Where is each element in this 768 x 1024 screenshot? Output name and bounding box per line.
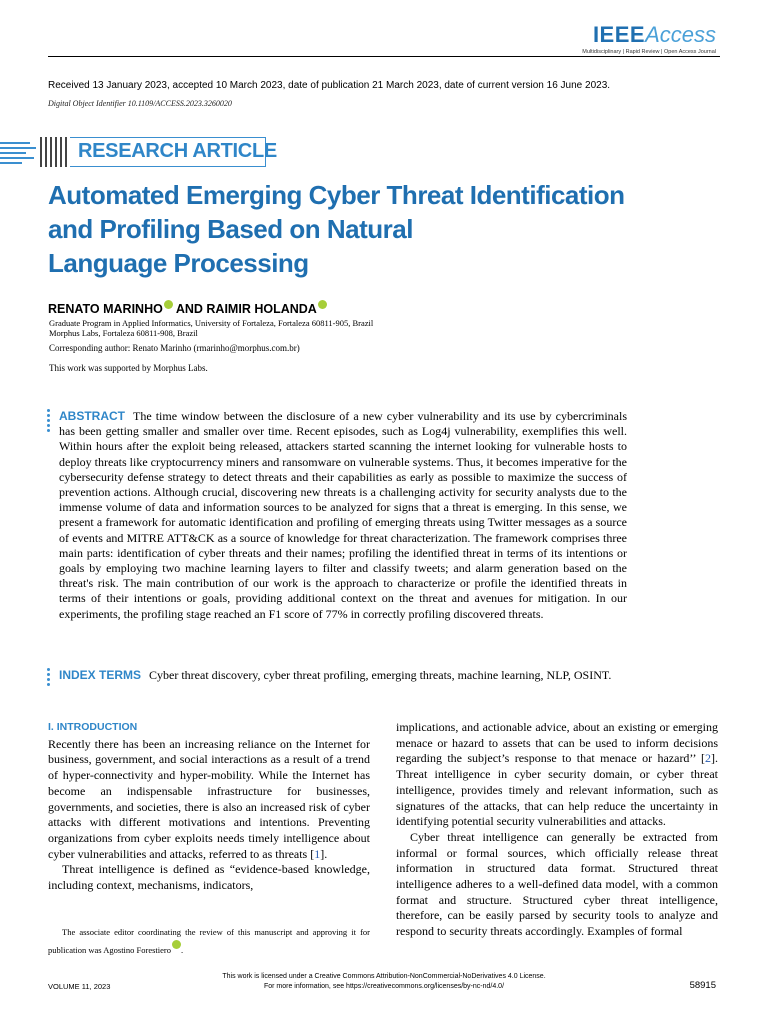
- abstract-text: The time window between the disclosure of a new cyber vulnerability and its use by cybercriminals has been getting smaller and smaller over time. Recent episodes, such as Log4j vulnerability, exemplifies this well. Within hours after the exploit being released, attackers started scanning the internet looking for vulnerable hosts to deploy threats like cryptocurrency miners and ransomware on vulnerable systems. Thus, it becomes imperative for the cybersecurity defense strategy to detect threats and their capabilities as early as possible to maximize the success of prevention actions. Although crucial, discovering new threats is a challenging activity for security analysts due to the immense volume of data and information sources to be analyzed for signs that a threat is emerging. In this sense, we present a framework for automatic identification and profiling of emerging threats using Twitter messages as a source of events and MITRE ATT&CK as a source of knowledge for threat characterization. The framework comprises three main parts: identification of cyber threats and their names; profiling the identified threat in terms of its intentions or goals by employing two machine learning layers to filter and classify tweets; and alarm generation based on the threat's risk. The main contribution of our work is the approach to characterize or profile the identified threats in terms of their intentions or goals, providing additional context on the threat and avenues for mitigation. In our experiments, the profiling stage reached an F1 score of 77% in correctly profiling discovered threats.: [59, 409, 627, 621]
- body-column-right: [396, 720, 718, 940]
- affiliation: Morphus Labs, Fortaleza 60811-908, Brazil: [49, 328, 198, 338]
- paragraph: Recently there has been an increasing reliance on the Internet for business, government, and social interactions as a result of a trend of hyper-connectivity and hyper-mobility. While the Internet has become an indispensable infrastructure for businesses, governments, and societies, there is also an increased risk of cyber attacks with different motivations and intentions. Preventing organizations from cyber exploits needs timely intelligence about cyber vulnerabilities and attacks, referred to as threats [1].: [48, 736, 370, 861]
- journal-logo: [582, 22, 716, 55]
- affiliation: Graduate Program in Applied Informatics, University of Fortaleza, Fortaleza 60811-905, Brazil: [49, 318, 374, 328]
- orcid-icon[interactable]: [164, 300, 173, 309]
- license-notice: [150, 972, 618, 992]
- orcid-icon[interactable]: [172, 940, 181, 949]
- title-line: and Profiling Based on Natural: [48, 214, 413, 244]
- logo-access: Access: [645, 22, 716, 47]
- logo-tagline: Multidisciplinary | Rapid Review | Open Access Journal: [582, 49, 716, 55]
- header-rule: [48, 56, 720, 57]
- abstract-marker-icon: [47, 409, 51, 434]
- editor-footnote: The associate editor coordinating the review of this manuscript and approving it for publication was Agostino Forestiero .: [48, 927, 370, 955]
- orcid-icon[interactable]: [318, 300, 327, 309]
- abstract: [59, 409, 627, 622]
- section-heading: I. INTRODUCTION: [48, 721, 138, 733]
- title-line: Automated Emerging Cyber Threat Identification: [48, 180, 625, 210]
- affiliations: [49, 318, 373, 338]
- index-terms: [59, 668, 627, 683]
- license-link[interactable]: For more information, see https://creativecommons.org/licenses/by-nc-nd/4.0/: [263, 983, 505, 990]
- volume-info: VOLUME 11, 2023: [48, 982, 111, 991]
- index-terms-label: INDEX TERMS: [59, 668, 142, 682]
- abstract-label: ABSTRACT: [59, 409, 125, 423]
- title-line: Language Processing: [48, 248, 309, 278]
- author-list: [48, 300, 327, 316]
- page-number: 58915: [689, 980, 716, 991]
- body-column-left: [48, 720, 370, 894]
- license-line: This work is licensed under a Creative Commons Attribution-NonCommercial-NoDerivatives 4.0 License.: [222, 973, 546, 980]
- citation-link[interactable]: 1: [314, 846, 321, 861]
- funding-note: This work was supported by Morphus Labs.: [49, 363, 208, 373]
- paragraph: implications, and actionable advice, about an existing or emerging menace or hazard to assets that can be used to inform decisions regarding the subject’s response to that menace or hazard’’ [2]. Threat intelligence in cyber security domain, or cyber threat intelligence, provides timely and relevant information, such as signatures of the attacks, that can help reduce the uncertainty in identifying potential security vulnerabilities and attacks.: [396, 720, 718, 829]
- index-terms-text: Cyber threat discovery, cyber threat profiling, emerging threats, machine learning, NLP, OSINT.: [149, 668, 612, 682]
- article-type: RESEARCH ARTICLE: [78, 140, 277, 162]
- received-dates: Received 13 January 2023, accepted 10 March 2023, date of publication 21 March 2023, date of current version 16 June 2023.: [48, 80, 611, 91]
- author-conjunction: AND: [172, 302, 207, 316]
- author-name: RENATO MARINHO: [48, 302, 163, 316]
- index-terms-marker-icon: [47, 668, 51, 688]
- citation-link[interactable]: 2: [705, 751, 711, 766]
- logo-ieee: IEEE: [592, 22, 646, 47]
- doi: Digital Object Identifier 10.1109/ACCESS.2023.3260020: [48, 99, 232, 108]
- paper-title: [48, 178, 688, 280]
- banner-decoration: [0, 137, 72, 167]
- author-name: RAIMIR HOLANDA: [206, 302, 317, 316]
- paragraph: Threat intelligence is defined as “evidence-based knowledge, including context, mechanisms, indicators,: [48, 862, 370, 893]
- paragraph: Cyber threat intelligence can generally be extracted from informal or formal sources, which officially release threat information in structured data format. Structured threat intelligence adheres to a well-defined data model, with a common format and structure. Structured cyber threat intelligence, therefore, can be easily parsed by security tools to analyze and respond to security threats accordingly. Examples of formal: [396, 829, 718, 939]
- footnote-text: The associate editor coordinating the review of this manuscript and approving it for publication was Agostino Forestiero: [48, 927, 370, 955]
- corresponding-author: Corresponding author: Renato Marinho (rmarinho@morphus.com.br): [49, 343, 300, 353]
